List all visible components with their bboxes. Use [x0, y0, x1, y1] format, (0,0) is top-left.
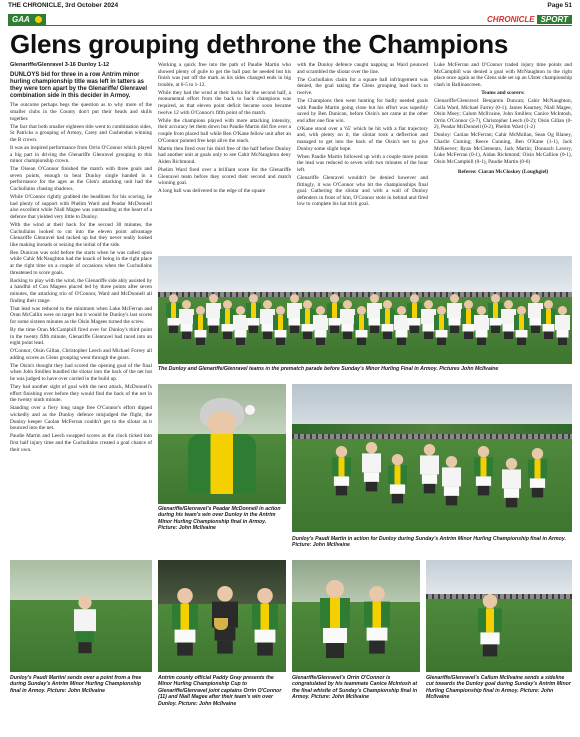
teams-heading: Teams and scorers: [481, 89, 525, 96]
dunloy-team-list: Dunloy: Caolan McFerran; Cahir McMullan, Sean Og Blaney, Charlie Cuming; Reece Cunning, Ben O'Kane (1-1), Jack McKeever; Ryan McClements, Jack Martin; Donnach Lavery, Luke McFerran (0-1), Aidan Richmond; Oisin McCallion (0-1), Oisin McCampbill (0-1), Paudie Martin (0-6) [434, 132, 572, 165]
article-paragraph: O'Kane stood over a '65' which he hit with a flat trajectory and, with plenty on it, the sliotar took a deflection and managed to get into the back of the Oisin's net to give Dunloy some slight hope. [297, 125, 428, 152]
team-parade-photo [158, 256, 572, 364]
sliotar-icon [35, 16, 42, 23]
article-paragraph: O'Connor, Oisin Gillan, Christopher Leech and Michael Forrey all adding scores as Glens grouping went through the gears. [10, 348, 152, 361]
article-paragraph: Glenariffe Glenravel wouldn't be denied however and fittingly, it was O'Connor who hit the championships final goal. Gathering the sliotar and with a wall of Dunloy defenders in front of him, O'Connor stole in behind and fired low to complete his hat trick goal. [297, 175, 428, 208]
chronicle-label: CHRONICLE [487, 15, 535, 24]
article-paragraph: While O'Connor rightly grabbed the headlines for his scoring, he had plenty of support with Phelim Ward and Peadar McDonnell also excellent while Niall Magee was outstanding at the heart of a defence that yielded very little to Dunloy. [10, 194, 152, 220]
martin-point-photo [10, 560, 152, 672]
article-paragraph: The outcome perhaps begs the question as to why more of the smaller clubs in the County don't put their heads and skills together. [10, 102, 152, 122]
mcilvaine-sideline-photo [426, 560, 572, 672]
player-figure [273, 306, 288, 345]
article-paragraph: While they had the wind at their backs for the second half, a monumental effort from the back to back champions was required, as that eleven point deficit became soon became twelve 12 with O'Connor's fifth point of the match. [158, 89, 291, 116]
article-paragraph: They had another sight of goal with the next attack, McDonnell's effort finishing over before they would find the back of the net in the twenty ninth minute. [10, 384, 152, 404]
glens-team-list: Glenariffe/Glenravel: Benjamin Duncan; Cahir McNaughton, Colla Ward, Michael Farrey (0-1); James Kearney, Niall Magee, Oisin Moey; Calum McIlvaine, John Smillen; Canice McIntosh, Orrin O'Connor (3-7), Christopher Leech (0-2); Oisin Gillan (0-2), Peadar McDonnell (0-2), Phelim Ward (1-2) [434, 97, 572, 131]
player-figure [442, 456, 461, 505]
article-paragraph: While the champions played with more attacking intensity, their accuracy let them down but Paudie Martin did fire over a couple from placed ball while Ben O'Kane fellow unit after an O'Connor pointed free kept alive the reach. [158, 117, 291, 144]
oconnor-celebration-caption: Glenariffe/Glenravel's Orrin O'Connor is congratulated by his teammate Canice McIntosh at the final whistle of Sunday's Championship final in Armoy. Picture: John McIlvaine [292, 675, 418, 701]
mcdonnell-caption: Glenariffe/Glenravel's Peadar McDonnell in action during his team's win over Dunloy in the Antrim Minor Hurling Championship final in Armoy. Picture: John McIlvaine [158, 506, 281, 532]
mcdonnell-photo [158, 384, 286, 504]
article-paragraph: The fact that both smaller eighteen title went to combination sides, St Patricks a grouping of Armoy, Carey and Cushendun winning the B crown. [10, 123, 152, 143]
article-column-4 [434, 62, 572, 274]
player-figure [340, 300, 355, 339]
article-paragraph: A long ball was delivered to the edge of the square [158, 188, 266, 195]
chronicle-sport-logo [485, 14, 572, 25]
player-figure [528, 448, 547, 497]
mcilvaine-sideline-caption: Glenariffe/Glenravel's Callum McIlvaine sends a sideline cut towards the Dunloy goal during Sunday's Antrim Minor Hurling Championship final in Armoy. Picture: John McIlvaine [426, 675, 571, 701]
headline: Glens grouping dethrone the Champions [10, 29, 509, 59]
player-figure [420, 444, 439, 493]
article-paragraph: Standing over a fiery long range free O'Connor's effort dipped wickedly and as the Dunloy defence misjudged the flight, the Dunloy keeper Caolan McFerran couldn't get to the sliotar as it bounced into the net. [10, 405, 152, 432]
article-paragraph: With the wind at their back for the second 30 minutes, the Cuchullains looked to cut into the eleven point advantage Glenariffe Glenravel had racked up but they never really looked like making inroads or seizing the initial of the side. [10, 222, 152, 248]
gaa-label: GAA [12, 15, 30, 24]
article-paragraph: The Oisin's thought they had scored the opening goal of the final when John Smillen bundled the sliotar into the back of the net but he was judged to have over carried in the build up. [10, 362, 152, 383]
article-paragraph: Ben Dunican was sold before the starts when he was called upon while Cahir McNaughton had the knack of being in the right place at the right time on a couple of occasions when the Cuchullains threatened to score goals. [10, 249, 152, 276]
article-paragraph: The Cuchullains claim for a square ball infringement was denied, the goal taking the Glens grouping lead back to twelve. [297, 76, 428, 96]
player-figure [388, 454, 407, 503]
page-number: Page 51 [547, 2, 572, 9]
article-paragraph: Phelim Ward fired over a brilliant score for the Glenariffe Glenravel team before they scored their second and match winning goal. [158, 166, 291, 187]
article-paragraph: When Paudie Martin followed up with a couple more points the lead was reduced to seven with two minutes of the hour left. [297, 153, 428, 173]
column-4-body [434, 62, 572, 88]
match-score: Glenariffe/Glenravel 3-16 Dunloy 1-12 [10, 62, 110, 68]
article-paragraph: Working a quick free into the path of Paudie Martin who showed plenty of guile to get the ball past he needed but his finish was just off the mark as his sides changed ends in big trouble, at 0-5 to 1-12. [158, 62, 291, 88]
martin-action-photo [292, 384, 572, 532]
column-3-body [297, 62, 428, 208]
player-figure [502, 458, 521, 507]
column-2-body [158, 62, 291, 195]
player-figure [474, 306, 489, 345]
player-figure [332, 446, 351, 495]
article-paragraph: The Champions then went hunting for badly needed goals with Paudie Martin going close but his effort was superbly saved by Ben Dunican, before Oisin's net came at the other end after one fine win. [297, 97, 428, 124]
martin-action-caption: Dunloy's Paudi Martin in action for Dunloy during Sunday's Antrim Minor Hurling Championship final in Armoy. Picture: John McIlvaine [292, 536, 566, 549]
section-bar [8, 14, 572, 26]
article-paragraph: Martin then fired over his third free of the half before Dunloy had another unit at goals only to see Cahir McNaughton deny Aiden Richmond. [158, 145, 291, 165]
article-paragraph: By the time Oran McCampbill fired over for Dunloy's third point in the twenty fifth minute, Glenariffe Glenravel had raced into an eight point lead. [10, 326, 152, 347]
article-paragraph: Luke McFerran and O'Connor traded injury time points and McCampbill was denied a goal with McNaughton in the right place once again as the Glens side set up an Ulster championship clash in Ballinascreen. [434, 62, 572, 88]
trophy-icon [214, 618, 228, 630]
martin-point-caption: Dunloy's Paudi Martini sends over a point from a free during Sunday's Antrim Minor Hurling Championship final in Armoy. Picture: John McIlvaine [10, 675, 142, 694]
player-figure [407, 294, 422, 333]
article-paragraph: Backing to play with the wind, the Glenariffe side ably assisted by a handful of Con Magees placed led by three points after seven minutes, the attacking trio of O'Connor, Ward and McDonnell all finding their range. [10, 277, 152, 304]
player-figure [541, 300, 556, 339]
masthead [8, 2, 572, 12]
article-column-2 [158, 62, 291, 274]
paper-date: THE CHRONICLE, 3rd October 2024 [8, 2, 119, 9]
article-paragraph: The Oisean O'Connor finished the match with three goals and seven points, enough to beat Dunloy single handed in a performance for the ages as the Glen's attacking unit had the Cuchullains chasing shadows. [10, 166, 152, 193]
sport-label: SPORT [537, 15, 572, 24]
article-column-1 [10, 62, 152, 504]
cup-presentation-photo [158, 560, 286, 672]
article-paragraph: Paudie Martin and Leech swapped scores as the clock ticked into first half injury time and the Cuchullains created a goal chance of their own. [10, 433, 152, 453]
article-column-3 [297, 62, 428, 274]
article-paragraph: with the Dunloy defence caught napping as Ward pounced and scrambled the sliotar over the line. [297, 62, 428, 75]
article-paragraph: That lead was reduced to the minimum when Luke McFerran and Oran McCallin were on target but it would be Dunloy's last scores for some sixteen minutes as the Oisin Magees turned the screw. [10, 305, 152, 325]
player-figure [362, 442, 381, 491]
column-1-body [10, 102, 152, 453]
article-lead: DUNLOYS bid for three in a row Antrim minor hurling championship title was left in tatters as they were torn apart by the Glenariffe/ Glenravel combination side in this decider in Armoy. [10, 71, 148, 100]
article-paragraph: It was an inspired performance from Orrin O'Connor which played a big part in driving the Glenariffe Glenravel grouping to this minor championship crown. [10, 144, 152, 165]
gaa-logo [8, 14, 46, 25]
player-figure [474, 446, 493, 495]
player-figure [555, 306, 570, 345]
cup-presentation-caption: Antrim county official Paddy Gray presents the Minor Hurling Championship Cup to Glenariffe/Glenravel joint captains Orrin O'Connor (11) and Niall Magee after their team's win over Dunloy. Picture: John McIlvaine [158, 675, 282, 707]
referee: Referee: Ciaran McCloskey (Loughgiel) [457, 169, 549, 176]
player-figure [206, 294, 221, 333]
team-parade-caption: The Dunloy and Glenariffe/Glenravel teams in the prematch parade before Sunday's Minor Hurling Final in Armoy. Pictures John McIlvaine [158, 366, 499, 372]
oconnor-celebration-photo [292, 560, 420, 672]
